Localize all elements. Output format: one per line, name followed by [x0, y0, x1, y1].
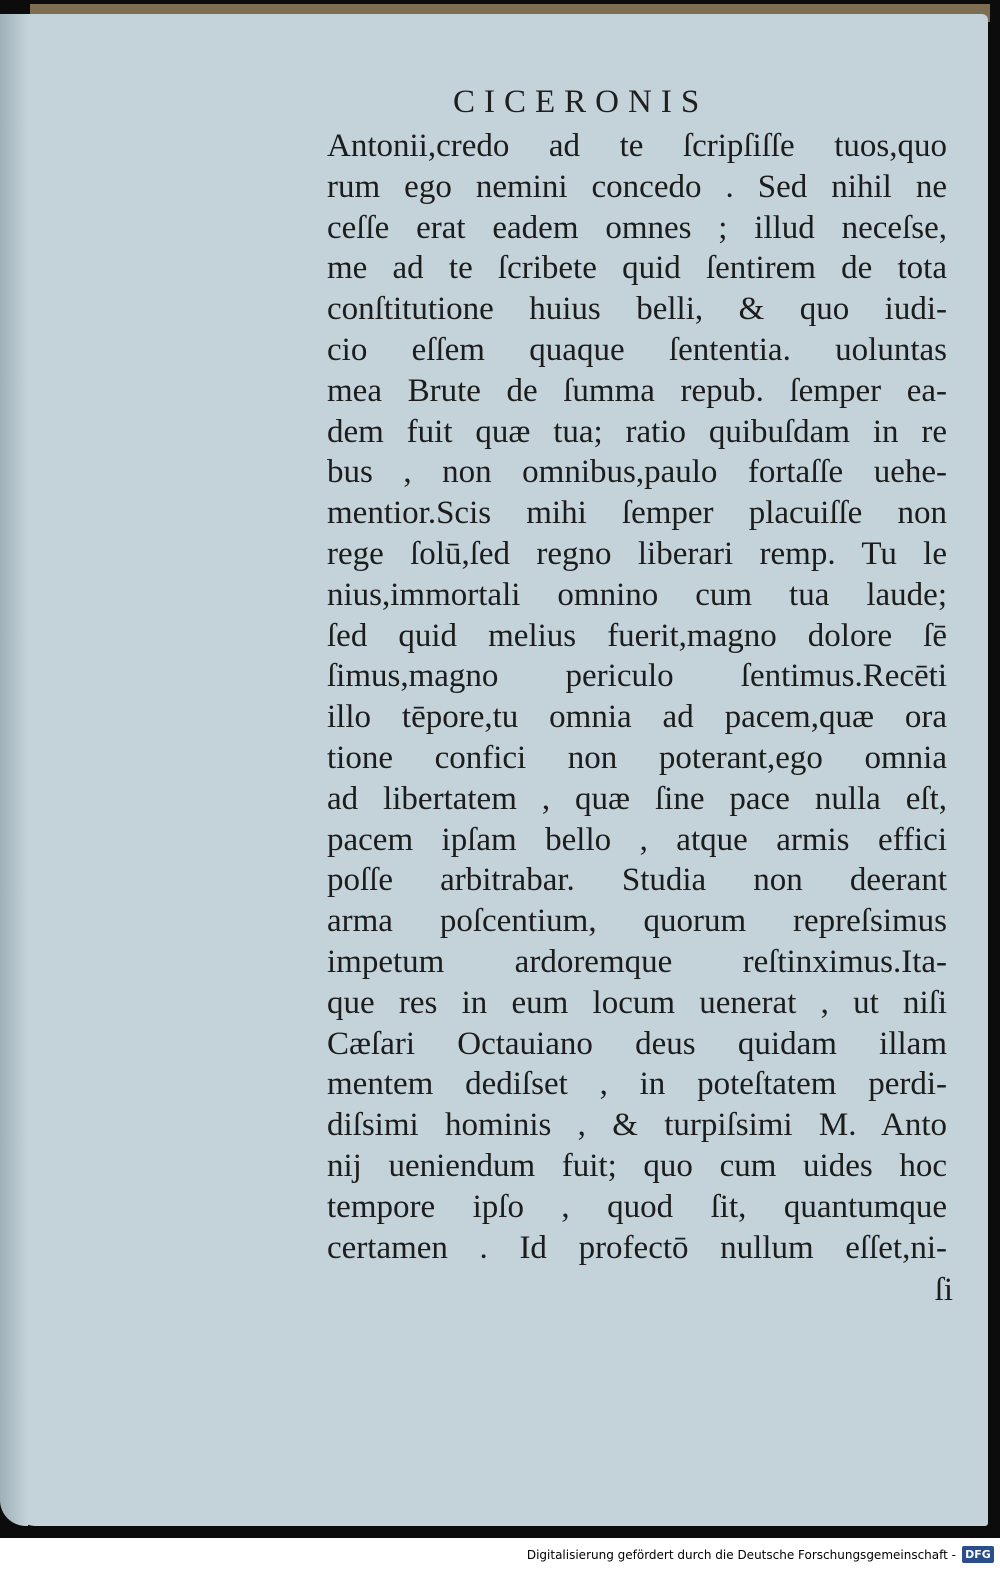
- text-line: ſed quid melius fuerit,magno dolore ſē: [327, 617, 947, 654]
- text-line: ſimus,magno periculo ſentimus.Recēti: [327, 658, 947, 695]
- text-line: mentem dediſset , in poteſtatem perdi-: [327, 1066, 947, 1103]
- running-head: CICERONIS: [453, 84, 709, 120]
- text-line: pacem ipſam bello , atque armis effici: [327, 821, 947, 858]
- text-line: ad libertatem , quæ ſine pace nulla eſt,: [327, 780, 947, 817]
- text-line: Antonii,credo ad te ſcripſiſſe tuos,quo: [327, 128, 947, 164]
- dfg-logo: DFG: [962, 1546, 994, 1563]
- text-line: rum ego nemini concedo . Sed nihil ne: [327, 168, 947, 205]
- text-line: que res in eum locum uenerat , ut niſi: [327, 984, 947, 1021]
- catchword: ſi: [934, 1272, 953, 1308]
- text-line: poſſe arbitrabar. Studia non deerant: [327, 862, 947, 899]
- text-line: tempore ipſo , quod ſit, quantumque: [327, 1188, 947, 1225]
- text-line: nij ueniendum fuit; quo cum uides hoc: [327, 1147, 947, 1184]
- text-line: nius,immortali omnino cum tua laude;: [327, 576, 947, 613]
- text-line: cio eſſem quaque ſententia. uoluntas: [327, 331, 947, 368]
- text-line: bus , non omnibus,paulo fortaſſe uehe-: [327, 454, 947, 491]
- spine-shadow: [0, 14, 28, 1526]
- text-line: impetum ardoremque reſtinximus.Ita-: [327, 943, 947, 980]
- text-line: mea Brute de ſumma repub. ſemper ea-: [327, 372, 947, 409]
- text-line: certamen . Id profectō nullum eſſet,ni-: [327, 1229, 947, 1266]
- text-line: ceſſe erat eadem omnes ; illud neceſse,: [327, 209, 947, 246]
- footer-credit: Digitalisierung gefördert durch die Deutsche Forschungsgemeinschaft -: [526, 1548, 956, 1562]
- text-line: illo tēpore,tu omnia ad pacem,quæ ora: [327, 699, 947, 736]
- text-line: dem fuit quæ tua; ratio quibuſdam in re: [327, 413, 947, 450]
- text-line: rege ſolū,ſed regno liberari remp. Tu le: [327, 535, 947, 572]
- text-line: diſsimi hominis , & turpiſsimi M. Anto: [327, 1107, 947, 1144]
- digitization-footer: [0, 1538, 1000, 1571]
- text-line: arma poſcentium, quorum repreſsimus: [327, 903, 947, 940]
- text-line: conſtitutione huius belli, & quo iudi-: [327, 291, 947, 328]
- text-line: tione confici non poterant,ego omnia: [327, 739, 947, 776]
- text-line: mentior.Scis mihi ſemper placuiſſe non: [327, 495, 947, 532]
- text-line: Cæſari Octauiano deus quidam illam: [327, 1025, 947, 1062]
- text-block: [327, 126, 947, 1268]
- text-line: me ad te ſcribete quid ſentirem de tota: [327, 250, 947, 287]
